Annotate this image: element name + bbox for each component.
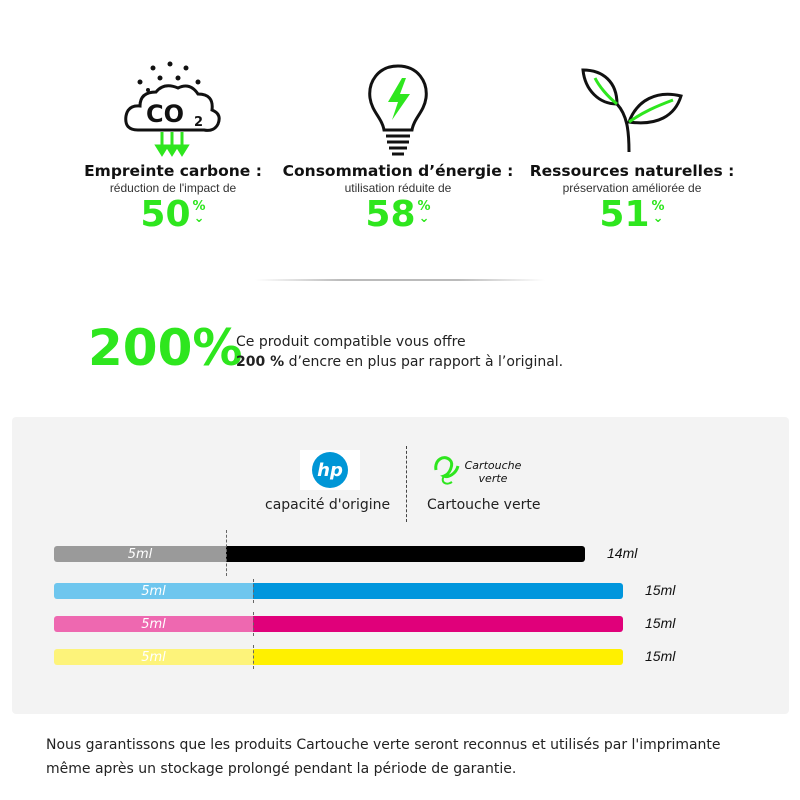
compatible-capacity-segment xyxy=(253,583,623,599)
stat-resources xyxy=(512,60,752,235)
stat-subtitle: réduction de l'impact de xyxy=(109,181,237,195)
ink-bar-cyan xyxy=(54,583,623,599)
compatible-capacity-value: 15ml xyxy=(645,615,676,631)
stat-subtitle: préservation améliorée de xyxy=(562,181,702,195)
co2-subscript: 2 xyxy=(194,115,204,130)
stat-title: Empreinte carbone : xyxy=(84,162,262,180)
stat-subtitle: utilisation réduite de xyxy=(344,181,452,195)
capacity-marker-line xyxy=(253,579,254,603)
stat-value: 50 xyxy=(140,194,191,235)
original-capacity-segment: 5ml xyxy=(54,649,253,665)
guarantee-line1: Nous garantissons que les produits Cartouche verte seront reconnus et utilisés par l'imprimante xyxy=(46,737,721,753)
leaf-icon xyxy=(512,60,752,160)
highlight-text xyxy=(236,332,563,372)
compatible-capacity-value: 15ml xyxy=(645,648,676,664)
compatible-capacity-label: Cartouche verte xyxy=(427,497,541,513)
compatible-capacity-value: 15ml xyxy=(645,582,676,598)
compatible-capacity-segment xyxy=(226,546,585,562)
guarantee-line2: même après un stockage prolongé pendant la période de garantie. xyxy=(46,761,517,777)
lightbulb-icon xyxy=(278,60,518,160)
comparison-panel xyxy=(12,417,789,714)
stat-value: 51 xyxy=(599,194,650,235)
stat-carbon xyxy=(53,60,293,235)
capacity-marker-line xyxy=(253,645,254,669)
compatible-capacity-segment xyxy=(253,649,623,665)
ink-bar-black xyxy=(54,546,585,562)
original-capacity-segment: 5ml xyxy=(54,583,253,599)
highlight-percentage: 200% xyxy=(88,319,243,377)
co2-text: CO xyxy=(146,100,185,128)
stat-title: Consommation d’énergie : xyxy=(282,162,514,180)
capacity-marker-line xyxy=(253,612,254,636)
hp-logo xyxy=(300,450,360,490)
ink-bar-magenta xyxy=(54,616,623,632)
original-capacity-segment: 5ml xyxy=(54,546,226,562)
compatible-capacity-value: 14ml xyxy=(607,545,638,561)
co2-cloud-icon xyxy=(53,60,293,160)
capacity-marker-line xyxy=(226,530,227,576)
percent-down-icon: % ⌄ xyxy=(192,199,206,226)
hp-logo-mark: hp xyxy=(312,452,348,488)
section-divider xyxy=(255,279,545,281)
ink-bar-yellow xyxy=(54,649,623,665)
stat-value: 58 xyxy=(365,194,416,235)
highlight-line2: 200 % d’encre en plus par rapport à l’original. xyxy=(236,354,564,370)
logo-separator xyxy=(406,446,407,522)
original-capacity-segment: 5ml xyxy=(54,616,253,632)
compatible-capacity-segment xyxy=(253,616,623,632)
percent-down-icon: % ⌄ xyxy=(417,199,431,226)
brand-logo-text: Cartouche verte xyxy=(464,459,522,485)
highlight-line1: Ce produit compatible vous offre xyxy=(236,334,466,350)
stat-energy xyxy=(278,60,518,235)
brand-logo xyxy=(430,448,540,488)
percent-down-icon: % ⌄ xyxy=(651,199,665,226)
stat-title: Ressources naturelles : xyxy=(529,162,735,180)
guarantee-text xyxy=(46,733,766,781)
original-capacity-label: capacité d'origine xyxy=(265,497,391,513)
